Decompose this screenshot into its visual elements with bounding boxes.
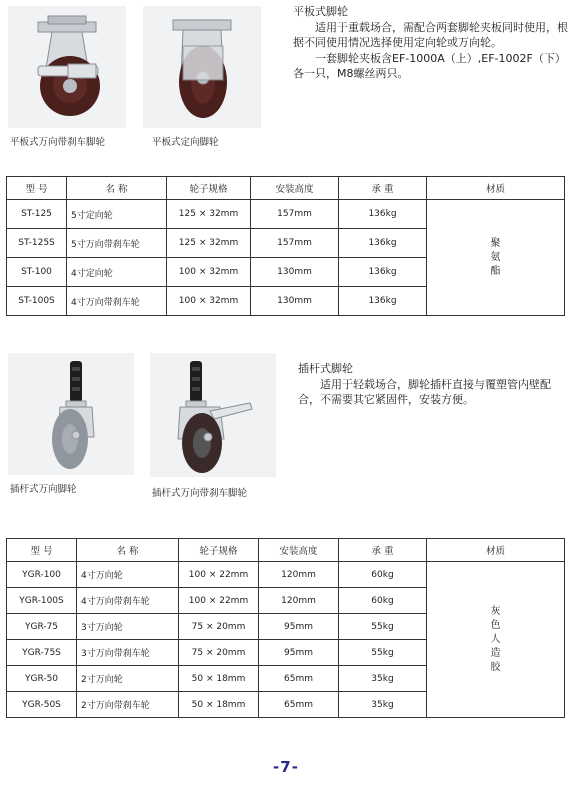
- cell-mount-height: 130mm: [251, 258, 339, 287]
- caption-stem-swivel-brake: 插杆式万向带刹车脚轮: [152, 488, 248, 499]
- cell-wheel-spec: 75 × 20mm: [179, 640, 259, 666]
- caption-plate-fixed: 平板式定向脚轮: [152, 137, 219, 148]
- spec-table-plate-casters: [6, 176, 565, 316]
- cell-mount-height: 65mm: [259, 692, 339, 718]
- cell-model: YGR-75: [7, 614, 77, 640]
- cell-load: 136kg: [339, 287, 427, 316]
- cell-name: 4寸万向轮: [77, 562, 179, 588]
- cell-load: 136kg: [339, 258, 427, 287]
- cell-name: 5寸定向轮: [67, 200, 167, 229]
- cell-wheel-spec: 100 × 32mm: [167, 258, 251, 287]
- cell-name: 3寸万向轮: [77, 614, 179, 640]
- caption-plate-swivel-brake: 平板式万向带刹车脚轮: [10, 137, 106, 148]
- cell-mount-height: 120mm: [259, 588, 339, 614]
- photo-plate-fixed-caster: [143, 6, 261, 128]
- header-name: 名 称: [77, 539, 179, 562]
- cell-wheel-spec: 125 × 32mm: [167, 229, 251, 258]
- cell-name: 2寸万向带刹车轮: [77, 692, 179, 718]
- cell-mount-height: 157mm: [251, 200, 339, 229]
- cell-wheel-spec: 50 × 18mm: [179, 692, 259, 718]
- cell-load: 35kg: [339, 692, 427, 718]
- cell-mount-height: 120mm: [259, 562, 339, 588]
- cell-wheel-spec: 50 × 18mm: [179, 666, 259, 692]
- section2-paragraph-1: 适用于轻载场合，脚轮插杆直接与覆塑管内壁配合，不需要其它紧固件，安装方便。: [298, 377, 551, 406]
- cell-name: 4寸万向带刹车轮: [77, 588, 179, 614]
- header-model: 型 号: [7, 539, 77, 562]
- header-name: 名 称: [67, 177, 167, 200]
- cell-model: YGR-50S: [7, 692, 77, 718]
- cell-name: 3寸万向带刹车轮: [77, 640, 179, 666]
- header-mount-height: 安装高度: [259, 539, 339, 562]
- header-wheel-spec: 轮子规格: [167, 177, 251, 200]
- cell-name: 5寸万向带刹车轮: [67, 229, 167, 258]
- header-mount-height: 安装高度: [251, 177, 339, 200]
- cell-model: YGR-100: [7, 562, 77, 588]
- cell-wheel-spec: 75 × 20mm: [179, 614, 259, 640]
- cell-load: 35kg: [339, 666, 427, 692]
- header-model: 型 号: [7, 177, 67, 200]
- section1-paragraph-2: 一套脚轮夹板含EF-1000A（上）,EF-1002F（下）各一只，M8螺丝两只。: [293, 51, 566, 80]
- photo-stem-swivel-caster: [8, 353, 134, 475]
- cell-mount-height: 95mm: [259, 614, 339, 640]
- section1-paragraph-1: 适用于重载场合，需配合两套脚轮夹板同时使用，根据不同使用情况选择使用定向轮或万向轮。: [293, 20, 568, 49]
- cell-model: YGR-50: [7, 666, 77, 692]
- cell-load: 136kg: [339, 200, 427, 229]
- photo-stem-swivel-brake-caster: [150, 353, 276, 477]
- cell-model: YGR-75S: [7, 640, 77, 666]
- header-load: 承 重: [339, 177, 427, 200]
- cell-mount-height: 157mm: [251, 229, 339, 258]
- photo-plate-swivel-brake-caster: [8, 6, 126, 128]
- cell-mount-height: 95mm: [259, 640, 339, 666]
- cell-load: 60kg: [339, 562, 427, 588]
- table-row: [7, 562, 565, 588]
- cell-material: 灰色人造胶: [427, 562, 565, 718]
- cell-name: 4寸万向带刹车轮: [67, 287, 167, 316]
- section2-title: 插杆式脚轮: [298, 362, 353, 375]
- table-header-row: [7, 177, 565, 200]
- page-number: -7-: [273, 758, 299, 776]
- header-material: 材质: [427, 539, 565, 562]
- cell-wheel-spec: 100 × 32mm: [167, 287, 251, 316]
- cell-model: ST-100S: [7, 287, 67, 316]
- section1-title: 平板式脚轮: [293, 5, 348, 18]
- cell-load: 60kg: [339, 588, 427, 614]
- section2-intro: [298, 361, 564, 408]
- cell-wheel-spec: 125 × 32mm: [167, 200, 251, 229]
- cell-model: ST-125S: [7, 229, 67, 258]
- cell-model: YGR-100S: [7, 588, 77, 614]
- cell-wheel-spec: 100 × 22mm: [179, 562, 259, 588]
- cell-mount-height: 65mm: [259, 666, 339, 692]
- cell-wheel-spec: 100 × 22mm: [179, 588, 259, 614]
- header-material: 材质: [427, 177, 565, 200]
- table-row: [7, 200, 565, 229]
- section1-intro: [293, 4, 569, 82]
- cell-load: 55kg: [339, 614, 427, 640]
- header-load: 承 重: [339, 539, 427, 562]
- cell-mount-height: 130mm: [251, 287, 339, 316]
- cell-material: 聚氨酯: [427, 200, 565, 316]
- header-wheel-spec: 轮子规格: [179, 539, 259, 562]
- cell-name: 4寸定向轮: [67, 258, 167, 287]
- caption-stem-swivel: 插杆式万向脚轮: [10, 484, 77, 495]
- spec-table-stem-casters: [6, 538, 565, 718]
- table-header-row: [7, 539, 565, 562]
- cell-load: 55kg: [339, 640, 427, 666]
- cell-model: ST-100: [7, 258, 67, 287]
- cell-load: 136kg: [339, 229, 427, 258]
- cell-name: 2寸万向轮: [77, 666, 179, 692]
- cell-model: ST-125: [7, 200, 67, 229]
